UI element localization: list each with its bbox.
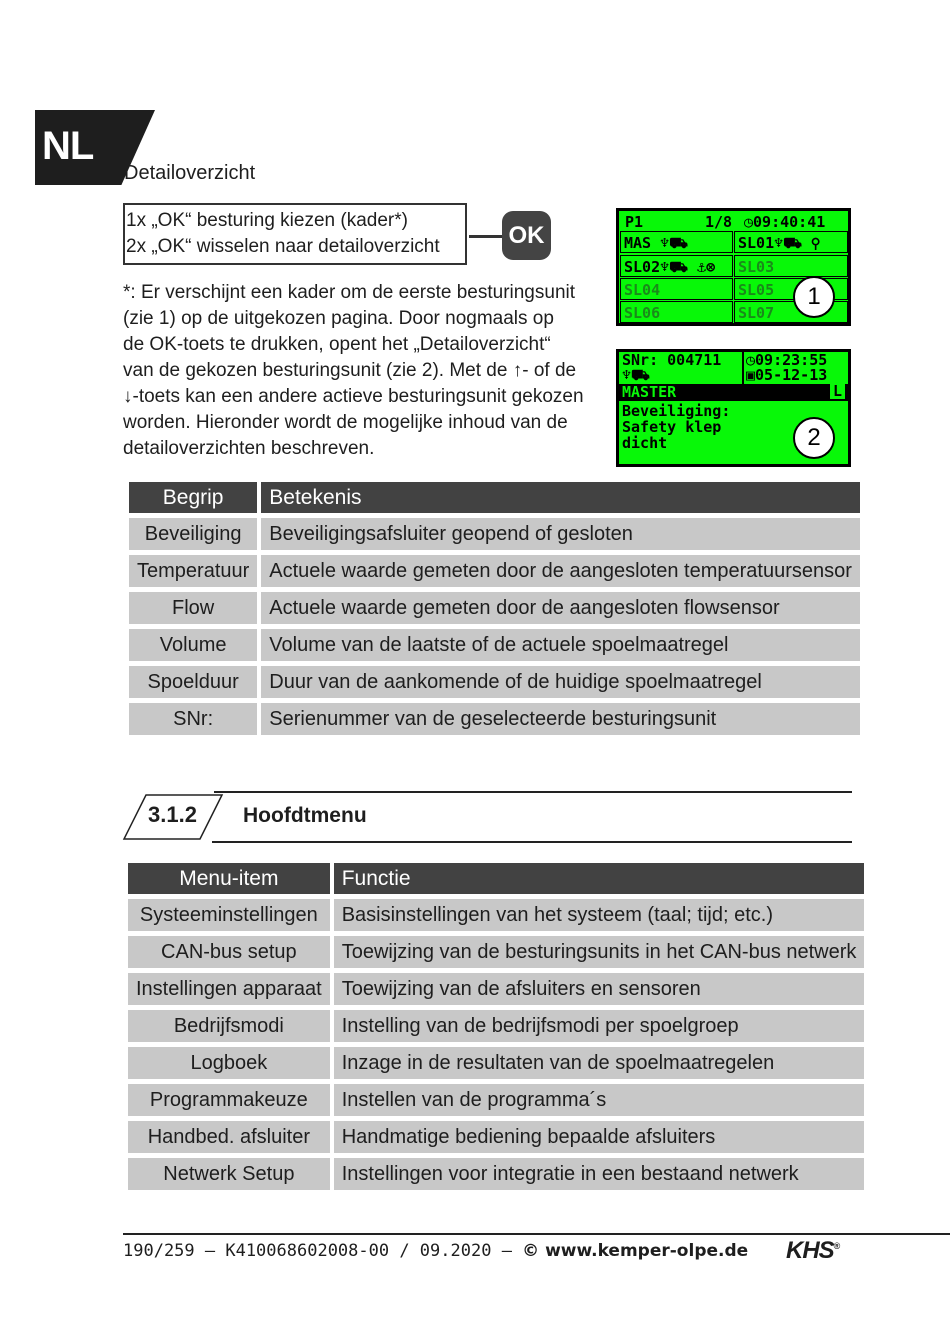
menu-item-cell: Handbed. afsluiter bbox=[128, 1121, 330, 1153]
lcd-unit-cell: SL02♆⛟ ⚓⊗ bbox=[620, 255, 733, 277]
callout-marker-1: 1 bbox=[793, 276, 835, 318]
menu-item-cell: Systeeminstellingen bbox=[128, 899, 330, 931]
function-cell: Handmatige bediening bepaalde afsluiters bbox=[334, 1121, 865, 1153]
table-row bbox=[128, 1121, 864, 1153]
function-cell: Instelling van de bedrijfsmodi per spoelgroep bbox=[334, 1010, 865, 1042]
table-header: Betekenis bbox=[261, 482, 860, 513]
lcd-clock: ◷09:40:41 bbox=[744, 213, 826, 231]
paragraph-line: van de gekozen besturingsunit (zie 2). Met de ↑- of de bbox=[123, 360, 577, 381]
logo-registered-mark: ® bbox=[833, 1241, 840, 1251]
term-cell: SNr: bbox=[129, 703, 257, 735]
section-rule-top bbox=[214, 791, 852, 793]
lcd-unit-cell: SL07 bbox=[734, 301, 848, 323]
lcd-master-bar bbox=[619, 384, 848, 401]
section-title: Detailoverzicht bbox=[124, 162, 256, 184]
footer-doc-info: 190/259 – K410068602008-00 / 09.2020 – bbox=[123, 1241, 523, 1261]
table-row bbox=[129, 518, 860, 550]
section-rule-bottom bbox=[212, 841, 852, 843]
menu-item-cell: Logboek bbox=[128, 1047, 330, 1079]
lcd-status-icons: ♆⛟ bbox=[622, 366, 650, 384]
connector-line bbox=[469, 235, 503, 238]
section-heading: Hoofdtmenu bbox=[243, 804, 367, 827]
paragraph-line: ↓-toets kan een andere actieve besturingsunit gekozen bbox=[123, 386, 584, 407]
lcd-page-count: 1/8 bbox=[705, 213, 733, 231]
term-cell: Temperatuur bbox=[129, 555, 257, 587]
lcd-status-text bbox=[622, 403, 730, 451]
table-row bbox=[128, 1084, 864, 1116]
lcd-unit-cell: SL01♆⛟ ⚲ bbox=[734, 231, 848, 253]
table-row bbox=[128, 936, 864, 968]
lcd-unit-cell: MAS ♆⛟ bbox=[620, 231, 733, 253]
lcd-status-line: Safety klep bbox=[622, 418, 722, 436]
menu-item-cell: Netwerk Setup bbox=[128, 1158, 330, 1190]
table-row bbox=[128, 973, 864, 1005]
term-cell: Spoelduur bbox=[129, 666, 257, 698]
footer-rule bbox=[123, 1233, 950, 1235]
footer-text bbox=[123, 1241, 748, 1261]
lcd-date: ▣05-12-13 bbox=[746, 366, 828, 384]
menu-item-cell: Programmakeuze bbox=[128, 1084, 330, 1116]
lcd-unit-cell: SL05 bbox=[734, 278, 848, 300]
table-header: Menu-item bbox=[128, 863, 330, 894]
lcd-unit-cell: SL03 bbox=[734, 255, 848, 277]
menu-item-cell: Instellingen apparaat bbox=[128, 973, 330, 1005]
table-row bbox=[128, 1158, 864, 1190]
table-row bbox=[129, 703, 860, 735]
table-row bbox=[129, 666, 860, 698]
lcd-status-line: Beveiliging: bbox=[622, 402, 731, 420]
lcd-unit-cell: SL06 bbox=[620, 301, 733, 323]
lcd-detail-screen bbox=[616, 349, 851, 467]
menu-item-cell: CAN-bus setup bbox=[128, 936, 330, 968]
table-row bbox=[128, 1010, 864, 1042]
term-cell: Beveiliging bbox=[129, 518, 257, 550]
table-row bbox=[128, 899, 864, 931]
menu-item-cell: Bedrijfsmodi bbox=[128, 1010, 330, 1042]
lcd-overview-screen bbox=[616, 208, 851, 326]
khs-logo bbox=[786, 1237, 839, 1265]
meaning-cell: Volume van de laatste of de actuele spoelmaatregel bbox=[261, 629, 860, 661]
instruction-line-1: 1x „OK“ besturing kiezen (kader*) bbox=[126, 210, 408, 231]
lcd-clock: ◷09:23:55 bbox=[746, 351, 828, 369]
lcd-master-label: MASTER bbox=[622, 383, 677, 401]
table-header: Begrip bbox=[129, 482, 257, 513]
lcd-serial: SNr: 004711 bbox=[622, 351, 722, 369]
lcd-divider bbox=[742, 352, 744, 384]
function-cell: Toewijzing van de afsluiters en sensoren bbox=[334, 973, 865, 1005]
term-cell: Flow bbox=[129, 592, 257, 624]
ok-key-icon: OK bbox=[502, 211, 551, 260]
section-number: 3.1.2 bbox=[148, 802, 197, 827]
lcd-status-line: dicht bbox=[622, 434, 668, 452]
paragraph-line: de OK-toets te drukken, opent het „Detailoverzicht“ bbox=[123, 334, 551, 355]
paragraph-line: (zie 1) op de uitgekozen pagina. Door nogmaals op bbox=[123, 308, 554, 329]
table-row bbox=[129, 629, 860, 661]
meaning-cell: Beveiligingsafsluiter geopend of gesloten bbox=[261, 518, 860, 550]
meaning-cell: Actuele waarde gemeten door de aangesloten temperatuursensor bbox=[261, 555, 860, 587]
meaning-cell: Serienummer van de geselecteerde besturingsunit bbox=[261, 703, 860, 735]
lcd-flag: L bbox=[830, 384, 845, 399]
logo-text: KHS bbox=[786, 1237, 834, 1264]
explanation-paragraph bbox=[123, 280, 593, 462]
language-tab-label: NL bbox=[42, 124, 94, 168]
function-cell: Inzage in de resultaten van de spoelmaatregelen bbox=[334, 1047, 865, 1079]
table-header: Functie bbox=[334, 863, 865, 894]
lcd-page-label: P1 bbox=[625, 213, 644, 231]
paragraph-line: worden. Hieronder wordt de mogelijke inhoud van de bbox=[123, 412, 568, 433]
table-row bbox=[128, 1047, 864, 1079]
lcd-unit-cell: SL04 bbox=[620, 278, 733, 300]
paragraph-line: detailoverzichten beschreven. bbox=[123, 438, 375, 459]
instruction-line-2: 2x „OK“ wisselen naar detailoverzicht bbox=[126, 236, 440, 257]
term-cell: Volume bbox=[129, 629, 257, 661]
table-row bbox=[129, 555, 860, 587]
function-cell: Toewijzing van de besturingsunits in het CAN-bus netwerk bbox=[334, 936, 865, 968]
footer-website-link[interactable]: © www.kemper-olpe.de bbox=[522, 1241, 749, 1261]
instructions-box bbox=[123, 203, 467, 265]
function-cell: Basisinstellingen van het systeem (taal; tijd; etc.) bbox=[334, 899, 865, 931]
table-row bbox=[129, 592, 860, 624]
meaning-cell: Actuele waarde gemeten door de aangesloten flowsensor bbox=[261, 592, 860, 624]
paragraph-line: *: Er verschijnt een kader om de eerste besturingsunit bbox=[123, 282, 576, 303]
meaning-cell: Duur van de aankomende of de huidige spoelmaatregel bbox=[261, 666, 860, 698]
main-menu-table bbox=[124, 858, 868, 1195]
terms-table bbox=[125, 477, 864, 740]
function-cell: Instellingen voor integratie in een bestaand netwerk bbox=[334, 1158, 865, 1190]
callout-marker-2: 2 bbox=[793, 417, 835, 459]
function-cell: Instellen van de programma´s bbox=[334, 1084, 865, 1116]
